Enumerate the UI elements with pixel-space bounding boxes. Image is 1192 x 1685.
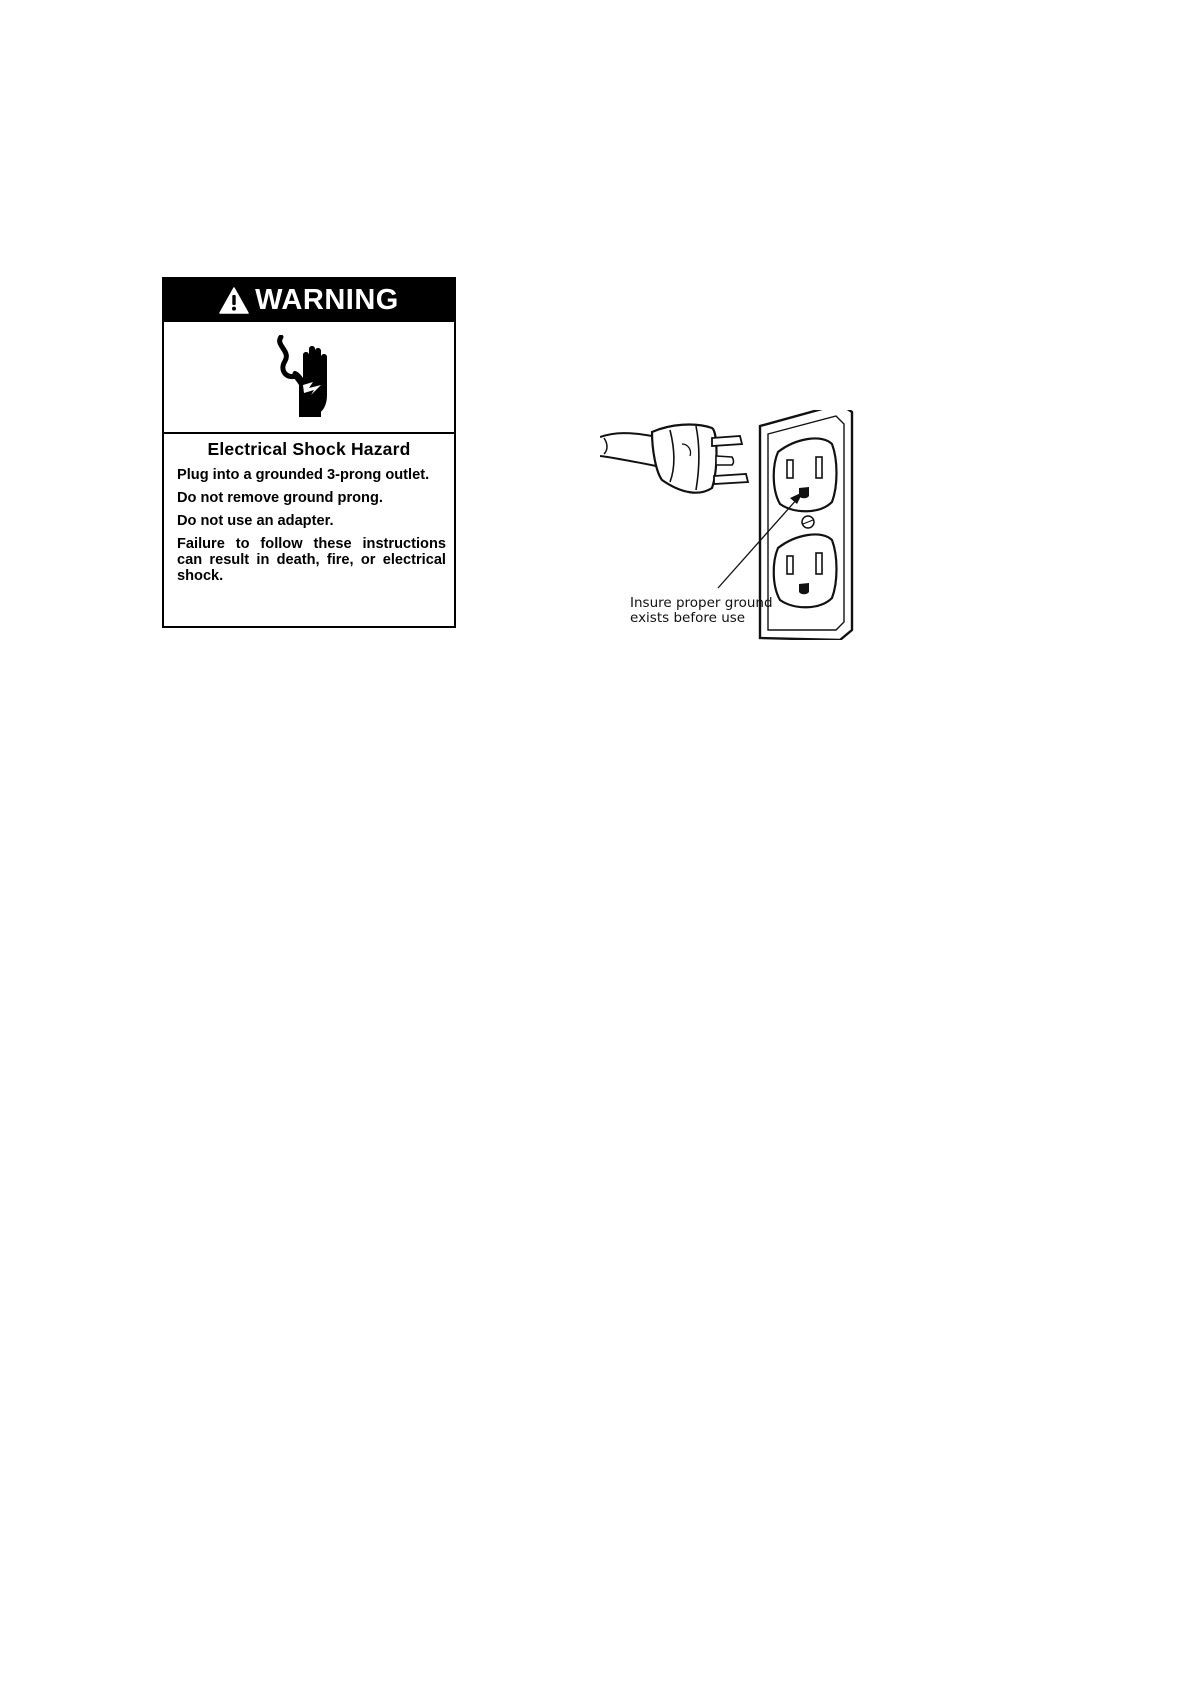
instruction-item: Do not use an adapter. [177, 513, 334, 529]
receptacle-top [774, 438, 837, 511]
power-cord [600, 433, 656, 466]
hazard-instructions [164, 467, 454, 584]
hazard-title: Electrical Shock Hazard [207, 439, 411, 459]
warning-header [164, 279, 454, 322]
warning-header-text: WARNING [255, 284, 399, 316]
instruction-item: Plug into a grounded 3-prong outlet. [177, 467, 430, 483]
instruction-item: Failure to follow these instructions can result in death, fire, or electrical shock. [177, 536, 446, 584]
caption-line-2: exists before use [630, 610, 746, 626]
outlet-caption [630, 596, 800, 626]
caption-line-1: Insure proper ground [630, 595, 773, 611]
instruction-item: Do not remove ground prong. [177, 490, 383, 506]
hazard-symbol-area [164, 322, 454, 434]
electric-shock-hand-icon [269, 335, 349, 419]
warning-triangle-icon [219, 287, 249, 314]
warning-label [162, 277, 456, 628]
plug [652, 425, 748, 493]
